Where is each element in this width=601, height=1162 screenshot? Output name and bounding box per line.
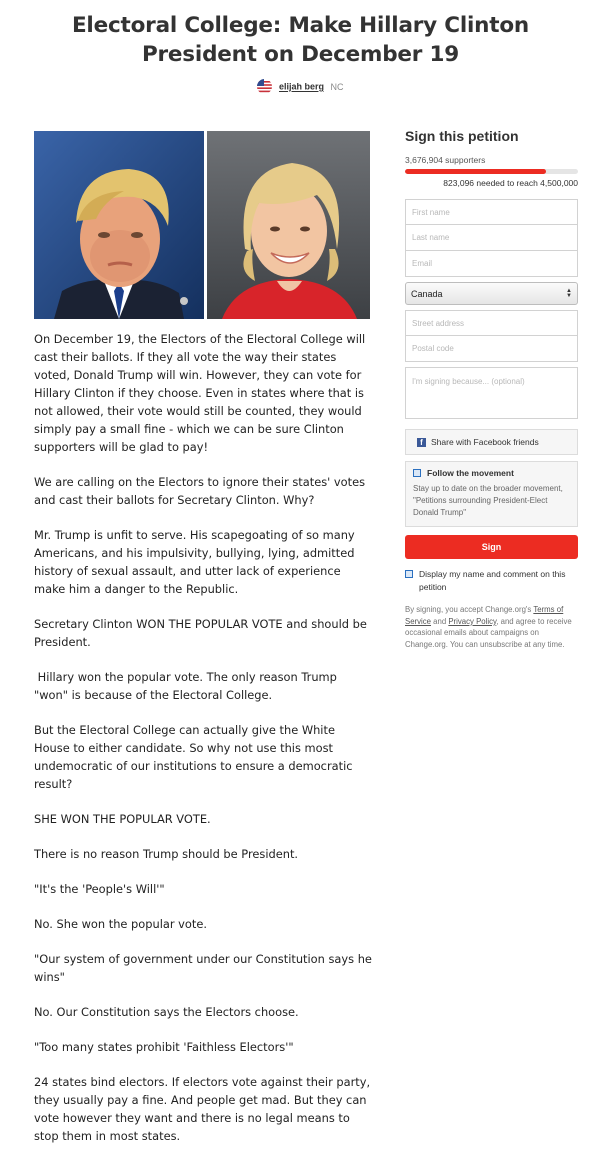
display-name-option[interactable] bbox=[405, 568, 578, 594]
supporters-count: 3,676,904 supporters bbox=[405, 155, 486, 165]
story-paragraph: "It's the 'People's Will'" bbox=[34, 882, 165, 896]
country-select[interactable] bbox=[405, 282, 578, 305]
signing-reason-textarea[interactable]: I'm signing because... (optional) bbox=[405, 367, 578, 419]
story-paragraph: "Too many states prohibit 'Faithless Electors'" bbox=[34, 1040, 294, 1054]
story-paragraph: Mr. Trump is unfit to serve. His scapegoating of so many Americans, and his impulsivity, bullying, lying, admitted history of sexual assault, and utter lack of experience make him a danger to the Republic. bbox=[34, 528, 355, 596]
legal-text: By signing, you accept Change.org's bbox=[405, 605, 534, 614]
story-paragraph: 24 states bind electors. If electors vote against their party, they usually pay a fine. And people get mad. But they can vote however they want and there is no legal means to stop them in most states. bbox=[34, 1075, 371, 1143]
story-paragraph: Secretary Clinton WON THE POPULAR VOTE and should be President. bbox=[34, 617, 367, 649]
sign-title: Sign this petition bbox=[405, 128, 519, 144]
progress-fill bbox=[405, 169, 546, 174]
story-paragraph: On December 19, the Electors of the Electoral College will cast their ballots. If they all vote the way their states voted, Donald Trump will win. However, they can vote for Hillary Clinton if they choose. Even in states where that is not allowed, their vote would still be counted, they would simply pay a small fine - which we can be sure Clinton supporters will be glad to pay! bbox=[34, 332, 366, 454]
follow-movement-box bbox=[405, 461, 578, 527]
follow-checkbox[interactable] bbox=[413, 469, 421, 477]
author-location: NC bbox=[330, 81, 344, 92]
terms-of-service-link[interactable]: Terms of Service bbox=[405, 605, 564, 626]
legal-text: , and agree to receive occasional emails about campaigns on Change.org. You can unsubscribe at any time. bbox=[405, 616, 572, 649]
petition-story bbox=[34, 330, 372, 1162]
author-byline bbox=[0, 79, 601, 94]
country-select-value: Canada bbox=[411, 288, 443, 299]
story-paragraph: There is no reason Trump should be President. bbox=[34, 847, 299, 861]
display-name-label: Display my name and comment on this petition bbox=[419, 569, 566, 592]
clinton-photo bbox=[207, 131, 370, 319]
story-paragraph: We are calling on the Electors to ignore their states' votes and cast their ballots for Secretary Clinton. Why? bbox=[34, 475, 366, 507]
facebook-icon: f bbox=[417, 438, 426, 447]
select-arrows-icon: ▲ ▼ bbox=[566, 287, 572, 299]
signature-progress-bar bbox=[405, 169, 578, 174]
signatures-needed: 823,096 needed to reach 4,500,000 bbox=[443, 178, 578, 188]
facebook-share-label: Share with Facebook friends bbox=[431, 437, 539, 447]
story-paragraph: No. She won the popular vote. bbox=[34, 917, 207, 931]
petition-image bbox=[34, 131, 370, 319]
sign-button[interactable]: Sign bbox=[405, 535, 578, 559]
email-input[interactable]: Email bbox=[405, 251, 578, 277]
follow-description: Stay up to date on the broader movement, "Petitions surrounding President-Elect Donald Trump" bbox=[413, 484, 563, 517]
privacy-policy-link[interactable]: Privacy Policy bbox=[448, 616, 497, 626]
trump-photo bbox=[34, 131, 204, 319]
petition-title: Electoral College: Make Hillary Clinton President on December 19 bbox=[71, 13, 530, 67]
story-paragraph: SHE WON THE POPULAR VOTE. bbox=[34, 812, 211, 826]
last-name-input[interactable]: Last name bbox=[405, 225, 578, 251]
story-paragraph: Hillary won the popular vote. The only reason Trump "won" is because of the Electoral College. bbox=[34, 670, 341, 702]
first-name-input[interactable]: First name bbox=[405, 199, 578, 225]
street-address-input[interactable]: Street address bbox=[405, 310, 578, 336]
story-paragraph: No. Our Constitution says the Electors choose. bbox=[34, 1005, 299, 1019]
story-paragraph: But the Electoral College can actually give the White House to either candidate. So why not use this most undemocratic of our institutions to ensure a democratic result? bbox=[34, 723, 353, 791]
story-paragraph: "Our system of government under our Constitution says he wins" bbox=[34, 952, 372, 984]
sign-petition-panel bbox=[405, 128, 578, 650]
legal-disclaimer bbox=[405, 604, 578, 650]
author-avatar[interactable] bbox=[257, 79, 272, 94]
postal-code-input[interactable]: Postal code bbox=[405, 336, 578, 362]
follow-title: Follow the movement bbox=[427, 468, 514, 478]
follow-movement-option[interactable] bbox=[413, 468, 570, 478]
facebook-share-toggle[interactable] bbox=[405, 429, 578, 455]
legal-text: and bbox=[431, 616, 449, 626]
author-name-link[interactable]: elijah berg bbox=[278, 81, 324, 92]
display-name-checkbox[interactable] bbox=[405, 570, 413, 578]
